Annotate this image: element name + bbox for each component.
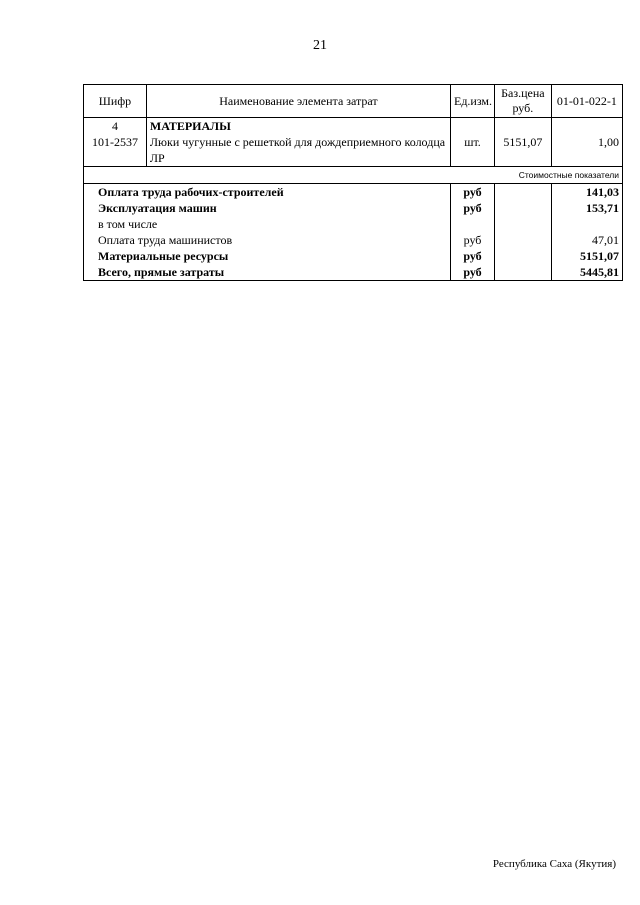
summary-value: 47,01 [551,232,622,248]
summary-label: Оплата труда машинистов [84,232,451,248]
summary-value: 153,71 [551,200,622,216]
material-unit: шт. [451,134,495,167]
summary-empty [495,248,552,264]
summary-unit: руб [451,200,495,216]
summary-empty [495,200,552,216]
header-code: Шифр [84,85,147,118]
cost-indicators-row [84,167,623,184]
summary-value: 141,03 [551,184,622,201]
summary-label: Материальные ресурсы [84,248,451,264]
summary-row [84,264,623,281]
summary-value [551,216,622,232]
cost-estimate-table [83,84,623,281]
section-number: 4 [84,118,147,135]
section-row [84,118,623,135]
page-number: 21 [313,38,327,53]
summary-row [84,216,623,232]
section-title: МАТЕРИАЛЫ [146,118,450,135]
material-base-price: 5151,07 [495,134,552,167]
material-quantity: 1,00 [551,134,622,167]
summary-empty [495,184,552,201]
cost-indicators-label: Стоимостные показатели [84,167,623,184]
summary-unit: руб [451,264,495,281]
summary-label: Эксплуатация машин [84,200,451,216]
header-name: Наименование элемента затрат [146,85,450,118]
summary-value: 5445,81 [551,264,622,281]
material-row [84,134,623,167]
summary-row [84,184,623,201]
summary-unit: руб [451,248,495,264]
header-base-price: Баз.цена руб. [495,85,552,118]
summary-unit: руб [451,232,495,248]
summary-row [84,248,623,264]
footer-region: Республика Саха (Якутия) [492,858,616,870]
summary-unit [451,216,495,232]
summary-value: 5151,07 [551,248,622,264]
summary-empty [495,232,552,248]
summary-unit: руб [451,184,495,201]
table-header-row [84,85,623,118]
material-code: 101-2537 [84,134,147,167]
material-name: Люки чугунные с решеткой для дождеприемного колодца ЛР [146,134,450,167]
summary-label: в том числе [84,216,451,232]
summary-empty [495,216,552,232]
summary-row [84,232,623,248]
summary-empty [495,264,552,281]
summary-section [84,184,623,281]
summary-row [84,200,623,216]
header-norm-code: 01-01-022-1 [551,85,622,118]
summary-label: Оплата труда рабочих-строителей [84,184,451,201]
header-unit: Ед.изм. [451,85,495,118]
summary-label: Всего, прямые затраты [84,264,451,281]
